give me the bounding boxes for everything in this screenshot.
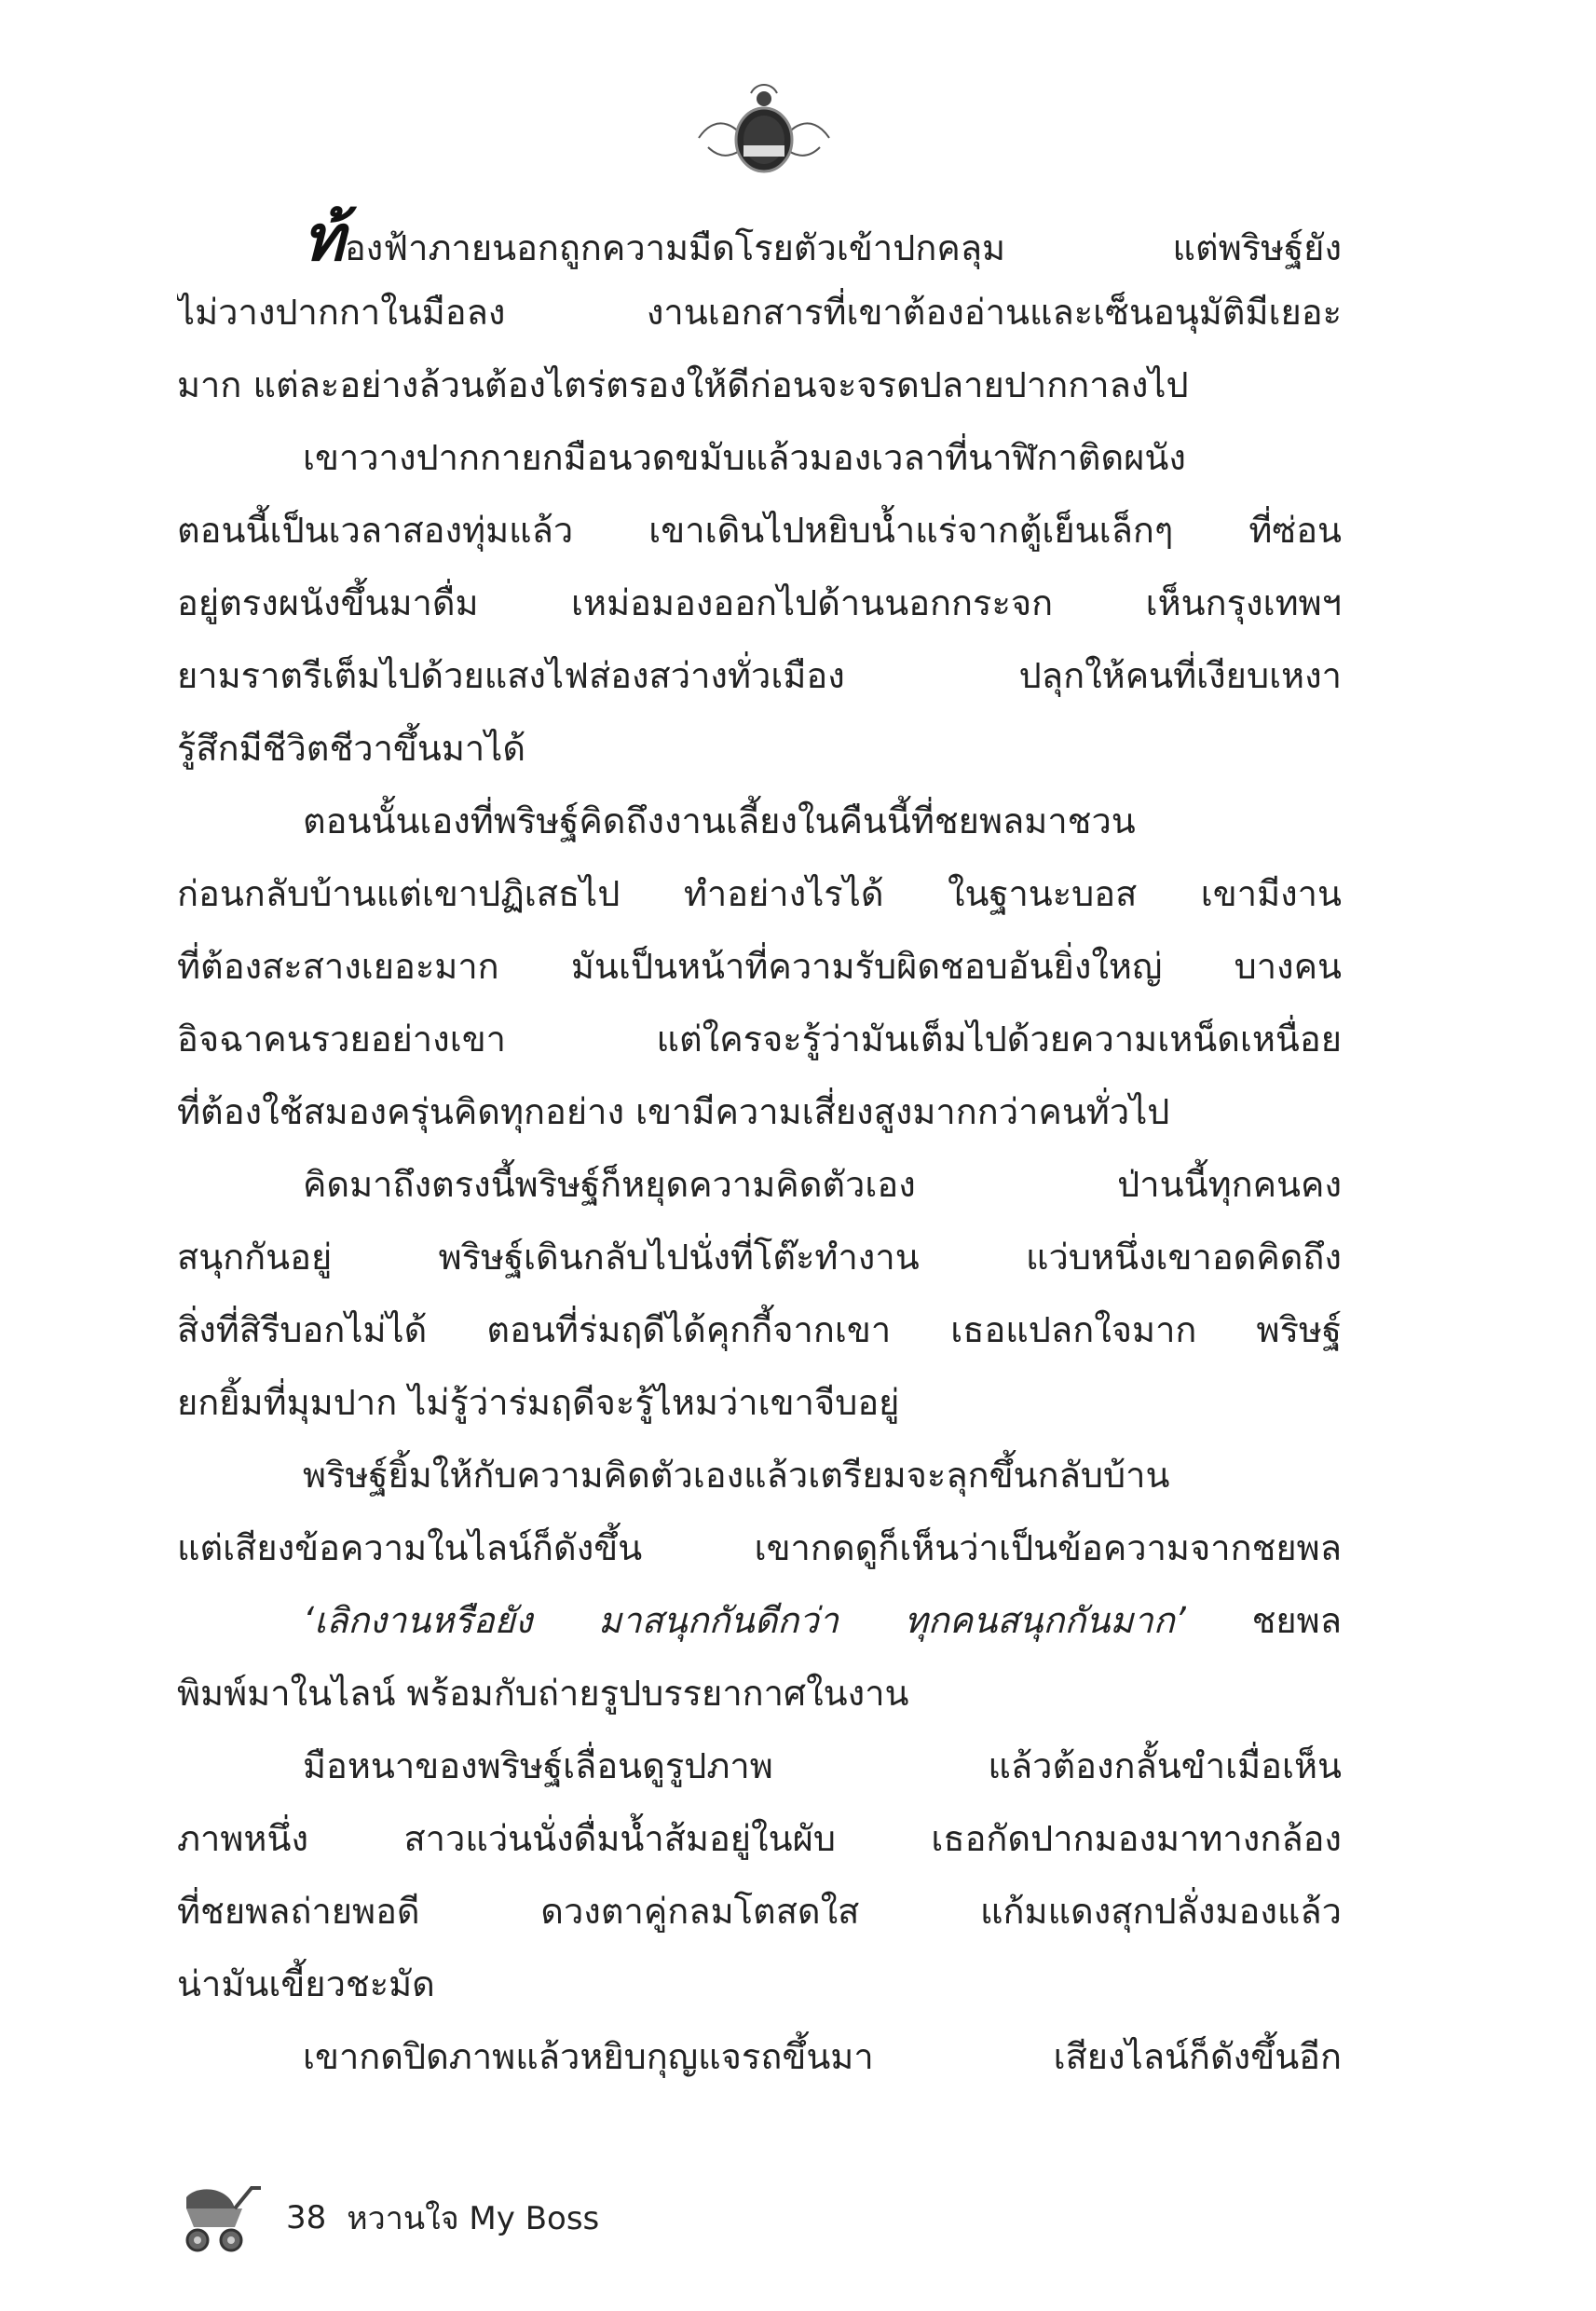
text-line: แต่เสียงข้อความในไลน์ก็ดังขึ้น เขากดดูก็เห็นว่าเป็นข้อความจากชยพล <box>177 1527 1342 1568</box>
decorative-frame-icon <box>689 73 839 185</box>
text-line: คิดมาถึงตรงนี้พริษฐ์ก็หยุดความคิดตัวเอง ป่านนี้ทุกคนคง <box>303 1164 1342 1205</box>
text-line: สนุกกันอยู่ พริษฐ์เดินกลับไปนั่งที่โต๊ะทำงาน แว่บหนึ่งเขาอดคิดถึง <box>177 1237 1342 1278</box>
text-line: เขากดปิดภาพแล้วหยิบกุญแจรถขึ้นมา เสียงไลน์ก็ดังขึ้นอีก <box>303 2036 1342 2077</box>
text-line: มาก แต่ละอย่างล้วนต้องไตร่ตรองให้ดีก่อนจะจรดปลายปากกาลงไป <box>177 364 1189 405</box>
text-line: อิจฉาคนรวยอย่างเขา แต่ใครจะรู้ว่ามันเต็มไปด้วยความเหน็ดเหนื่อย <box>177 1019 1342 1060</box>
body-text <box>177 203 1342 2093</box>
text-line: ไม่วางปากกาในมือลง งานเอกสารที่เขาต้องอ่านและเซ็นอนุมัติมีเยอะ <box>177 292 1342 333</box>
text-line: ยามราตรีเต็มไปด้วยแสงไฟส่องสว่างทั่วเมือง ปลุกให้คนที่เงียบเหงา <box>177 655 1342 696</box>
text-line: ท้องฟ้าภายนอกถูกความมืดโรยตัวเข้าปกคลุม แต่พริษฐ์ยัง <box>303 203 1342 276</box>
text-line: อยู่ตรงผนังขึ้นมาดื่ม เหม่อมองออกไปด้านนอกกระจก เห็นกรุงเทพฯ <box>177 582 1342 623</box>
text-line: ก่อนกลับบ้านแต่เขาปฏิเสธไป ทำอย่างไรได้ ในฐานะบอส เขามีงาน <box>177 873 1342 914</box>
text-line: เขาวางปากกายกมือนวดขมับแล้วมองเวลาที่นาฬิกาติดผนัง <box>303 437 1186 478</box>
text-line: รู้สึกมีชีวิตชีวาขึ้นมาได้ <box>177 728 526 769</box>
drop-cap: ท้ <box>303 203 345 276</box>
text-line: พริษฐ์ยิ้มให้กับความคิดตัวเองแล้วเตรียมจะลุกขึ้นกลับบ้าน <box>303 1455 1170 1496</box>
text-line: ที่ต้องสะสางเยอะมาก มันเป็นหน้าที่ความรับผิดชอบอันยิ่งใหญ่ บางคน <box>177 946 1342 987</box>
text-line: ตอนนั้นเองที่พริษฐ์คิดถึงงานเลี้ยงในคืนนี้ที่ชยพลมาชวน <box>303 800 1136 841</box>
text-line: ภาพหนึ่ง สาวแว่นนั่งดื่มน้ำส้มอยู่ในผับ เธอกัดปากมองมาทางกล้อง <box>177 1818 1342 1859</box>
text-line: พิมพ์มาในไลน์ พร้อมกับถ่ายรูปบรรยากาศในงาน <box>177 1673 909 1714</box>
text-line: น่ามันเขี้ยวชะมัด <box>177 1963 435 2004</box>
text-line: ที่ต้องใช้สมองครุ่นคิดทุกอย่าง เขามีความเสี่ยงสูงมากกว่าคนทั่วไป <box>177 1091 1170 1132</box>
line-message-quote: ‘เลิกงานหรือยัง มาสนุกกันดีกว่า ทุกคนสนุกกันมาก’ <box>303 1600 1186 1641</box>
text-line: ยกยิ้มที่มุมปาก ไม่รู้ว่าร่มฤดีจะรู้ไหมว่าเขาจีบอยู่ <box>177 1382 900 1423</box>
page-footer <box>177 2181 599 2255</box>
text-line: ตอนนี้เป็นเวลาสองทุ่มแล้ว เขาเดินไปหยิบน้ำแร่จากตู้เย็นเล็กๆ ที่ซ่อน <box>177 510 1342 551</box>
text-line: มือหนาของพริษฐ์เลื่อนดูรูปภาพ แล้วต้องกลั้นขำเมื่อเห็น <box>303 1745 1342 1786</box>
text-line: สิ่งที่สิรีบอกไม่ได้ ตอนที่ร่มฤดีได้คุกกี้จากเขา เธอแปลกใจมาก พริษฐ์ <box>177 1309 1342 1350</box>
book-title: หวานใจ My Boss <box>347 2200 600 2237</box>
text-line: ‘เลิกงานหรือยัง มาสนุกกันดีกว่า ทุกคนสนุกกันมาก’ ชยพล <box>303 1600 1342 1641</box>
page-number: 38 <box>286 2199 327 2236</box>
text-line: ที่ชยพลถ่ายพอดี ดวงตาคู่กลมโตสดใส แก้มแดงสุกปลั่งมองแล้ว <box>177 1891 1342 1932</box>
baby-stroller-icon <box>177 2181 266 2255</box>
